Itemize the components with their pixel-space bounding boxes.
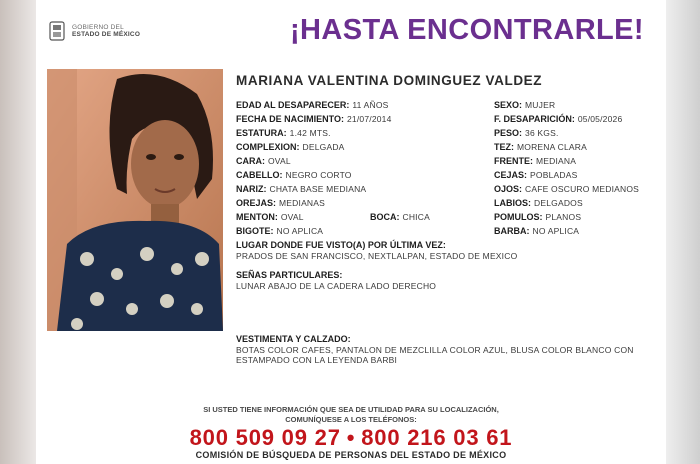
field-sexo: SEXO: MUJER [494,100,556,110]
clothing-label: VESTIMENTA Y CALZADO: [236,334,351,344]
field-boca: BOCA: CHICA [370,212,430,222]
field-barba: BARBA: NO APLICA [494,226,580,236]
field-frente: FRENTE: MEDIANA [494,156,577,166]
info-line-2: COMUNÍQUESE A LOS TELÉFONOS: [285,415,417,424]
field-nacimiento: FECHA DE NACIMIENTO: 21/07/2014 [236,114,392,124]
last-seen-value: PRADOS DE SAN FRANCISCO, NEXTLALPAN, ESTADO DE MEXICO [236,251,518,261]
field-tez: TEZ: MORENA CLARA [494,142,587,152]
marks-label: SEÑAS PARTICULARES: [236,270,343,280]
marks-value: LUNAR ABAJO DE LA CADERA LADO DERECHO [236,281,437,291]
phone-1[interactable]: 800 509 09 27 [189,425,341,450]
gov-line-2: ESTADO DE MÉXICO [72,31,141,38]
last-seen-label: LUGAR DONDE FUE VISTO(A) POR ÚLTIMA VEZ: [236,240,446,250]
field-nariz: NARIZ: CHATA BASE MEDIANA [236,184,367,194]
headline: ¡HASTA ENCONTRARLE! [290,14,644,46]
field-cejas: CEJAS: POBLADAS [494,170,578,180]
info-line-1: SI USTED TIENE INFORMACIÓN QUE SEA DE UTILIDAD PARA SU LOCALIZACIÓN, [203,405,499,414]
right-background-edge [662,0,700,464]
person-photo [47,69,223,331]
photo-illustration [47,69,223,331]
phone-2[interactable]: 800 216 03 61 [361,425,513,450]
field-menton: MENTON: OVAL [236,212,304,222]
field-desaparicion: F. DESAPARICIÓN: 05/05/2026 [494,114,623,124]
missing-person-sheet [36,0,666,464]
field-cabello: CABELLO: NEGRO CORTO [236,170,352,180]
field-peso: PESO: 36 KGS. [494,128,559,138]
field-cara: CARA: OVAL [236,156,291,166]
person-name: MARIANA VALENTINA DOMINGUEZ VALDEZ [236,73,543,88]
government-logo [48,20,140,42]
clothing-line-2: ESTAMPADO CON LA LEYENDA BARBI [236,355,398,365]
field-ojos: OJOS: CAFE OSCURO MEDIANOS [494,184,640,194]
field-labios: LABIOS: DELGADOS [494,198,583,208]
commission-name: COMISIÓN DE BÚSQUEDA DE PERSONAS DEL ESTADO DE MÉXICO [195,450,507,460]
left-background-edge [0,0,40,464]
phone-numbers [36,425,666,451]
field-estatura: ESTATURA: 1.42 MTS. [236,128,331,138]
field-bigote: BIGOTE: NO APLICA [236,226,324,236]
gov-line-1: GOBIERNO DEL [72,24,124,31]
clothing-line-1: BOTAS COLOR CAFES, PANTALON DE MEZCLILLA COLOR AZUL, BLUSA COLOR BLANCO CON [236,345,634,355]
field-orejas: OREJAS: MEDIANAS [236,198,326,208]
field-edad: EDAD AL DESAPARECER: 11 AÑOS [236,100,389,110]
field-complexion: COMPLEXION: DELGADA [236,142,345,152]
phone-separator: • [346,425,356,450]
field-pomulos: POMULOS: PLANOS [494,212,582,222]
government-name [72,24,140,38]
state-seal-icon [48,20,66,42]
